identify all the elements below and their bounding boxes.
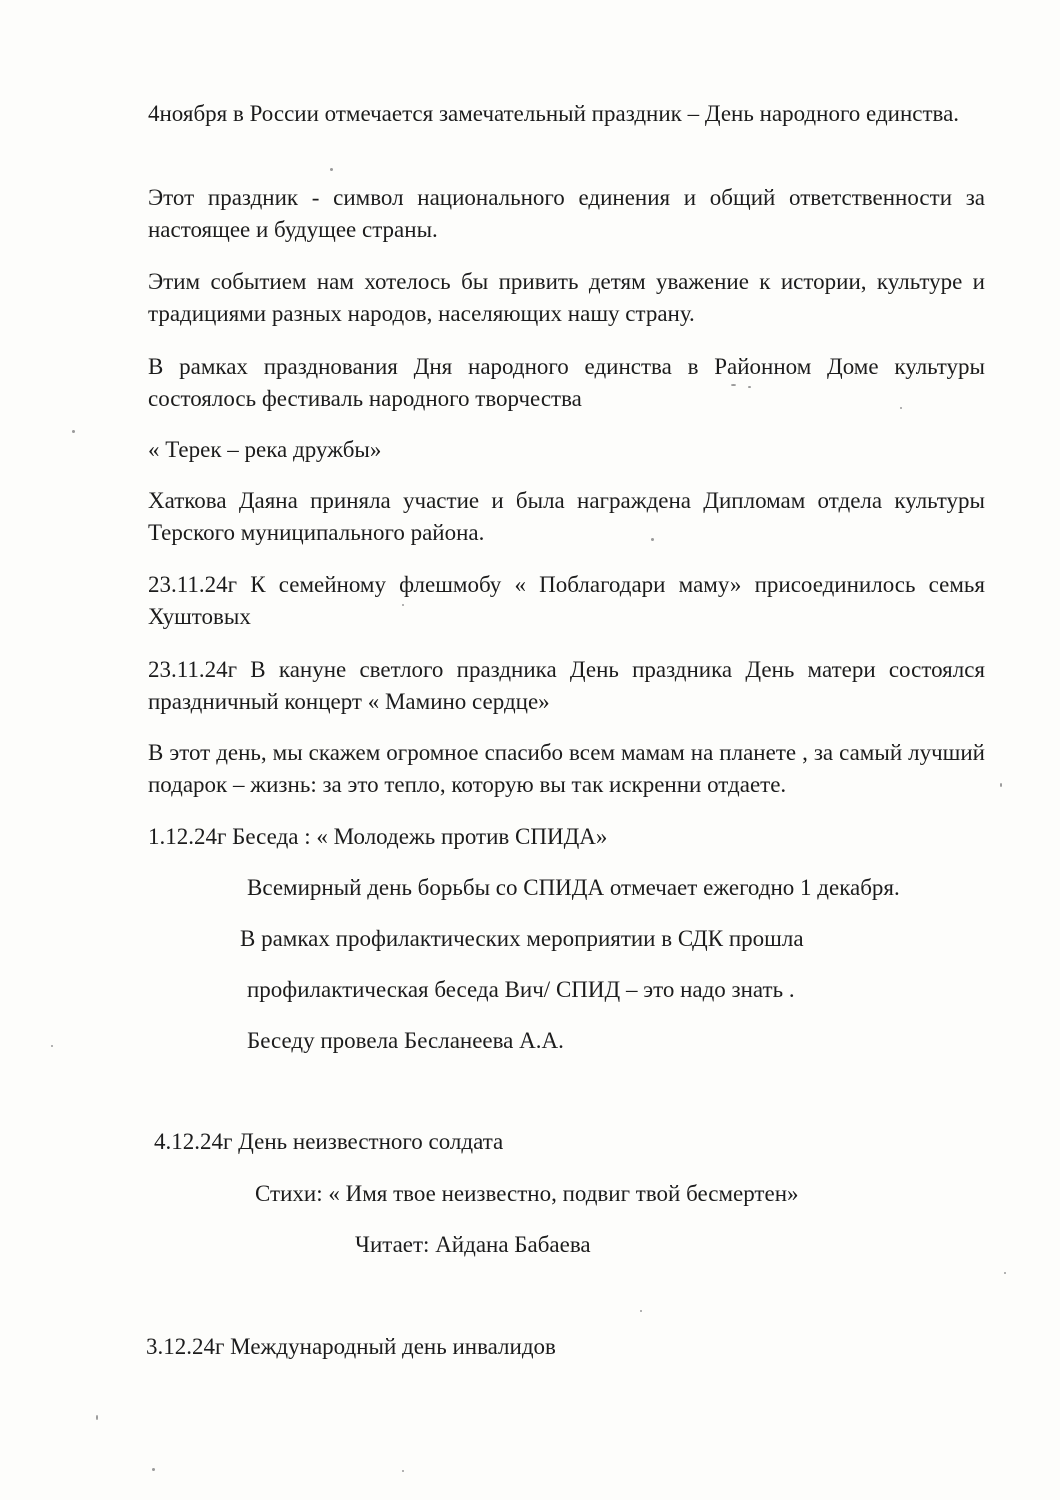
aids-day-text: Всемирный день борьбы со СПИДА отмечает ежегодно 1 декабря. bbox=[247, 875, 900, 900]
scan-speck bbox=[51, 1045, 53, 1047]
paragraph-symbol: Этот праздник - символ национального единения и общий ответственности за настоящее и будущее страны. bbox=[148, 185, 985, 242]
paragraph-thanks-mothers: В этот день, мы скажем огромное спасибо всем мамам на планете , за самый лучший подарок – жизнь: за это тепло, которую вы так искренни отдаете. bbox=[148, 740, 985, 797]
paragraph-unity-day: 4ноября в России отмечается замечательный праздник – День народного единства. bbox=[148, 101, 960, 126]
scan-speck bbox=[640, 1310, 642, 1312]
paragraph-flashmob: 23.11.24г К семейному флешмобу « Поблагодари маму» присоединилось семья Хуштовых bbox=[148, 572, 985, 629]
poem-title-text: Стихи: « Имя твое неизвестно, подвиг твой бесмертен» bbox=[255, 1181, 799, 1206]
paragraph-festival-title: « Терек – река дружбы» bbox=[148, 437, 382, 462]
prevention-text: В рамках профилактических мероприятии в СДК прошла bbox=[240, 926, 804, 951]
scan-speck bbox=[748, 386, 751, 388]
event-unknown-soldier-heading: 4.12.24г День неизвестного солдата bbox=[154, 1129, 504, 1154]
scan-speck bbox=[402, 1470, 404, 1472]
scan-speck bbox=[152, 1468, 155, 1471]
scan-speck bbox=[1000, 783, 1002, 787]
scan-speck bbox=[1004, 1272, 1006, 1274]
paragraph-respect: Этим событием нам хотелось бы привить детям уважение к истории, культуре и традициями разных народов, населяющих нашу страну. bbox=[148, 269, 985, 326]
event-disability-day-heading: 3.12.24г Международный день инвалидов bbox=[146, 1334, 556, 1359]
scan-speck bbox=[900, 407, 902, 409]
scan-speck bbox=[72, 430, 75, 433]
event-aids-talk-heading: 1.12.24г Беседа : « Молодежь против СПИДА» bbox=[148, 824, 608, 849]
prevention-talk-text: профилактическая беседа Вич/ СПИД – это надо знать . bbox=[247, 977, 795, 1002]
scan-speck bbox=[402, 604, 404, 606]
scan-speck bbox=[731, 384, 736, 386]
poem-reader-text: Читает: Айдана Бабаева bbox=[355, 1232, 591, 1257]
paragraph-award: Хаткова Даяна приняла участие и была награждена Дипломам отдела культуры Терского муниципального района. bbox=[148, 488, 985, 545]
scan-speck bbox=[330, 168, 333, 171]
paragraph-festival: В рамках празднования Дня народного единства в Районном Доме культуры состоялось фестиваль народного творчества bbox=[148, 354, 985, 411]
talk-host-text: Беседу провела Бесланеева А.А. bbox=[247, 1028, 564, 1053]
scan-speck bbox=[96, 1415, 98, 1420]
paragraph-mothers-day-concert: 23.11.24г В кануне светлого праздника День праздника День матери состоялся праздничный концерт « Мамино сердце» bbox=[148, 657, 985, 714]
scan-speck bbox=[651, 538, 654, 541]
